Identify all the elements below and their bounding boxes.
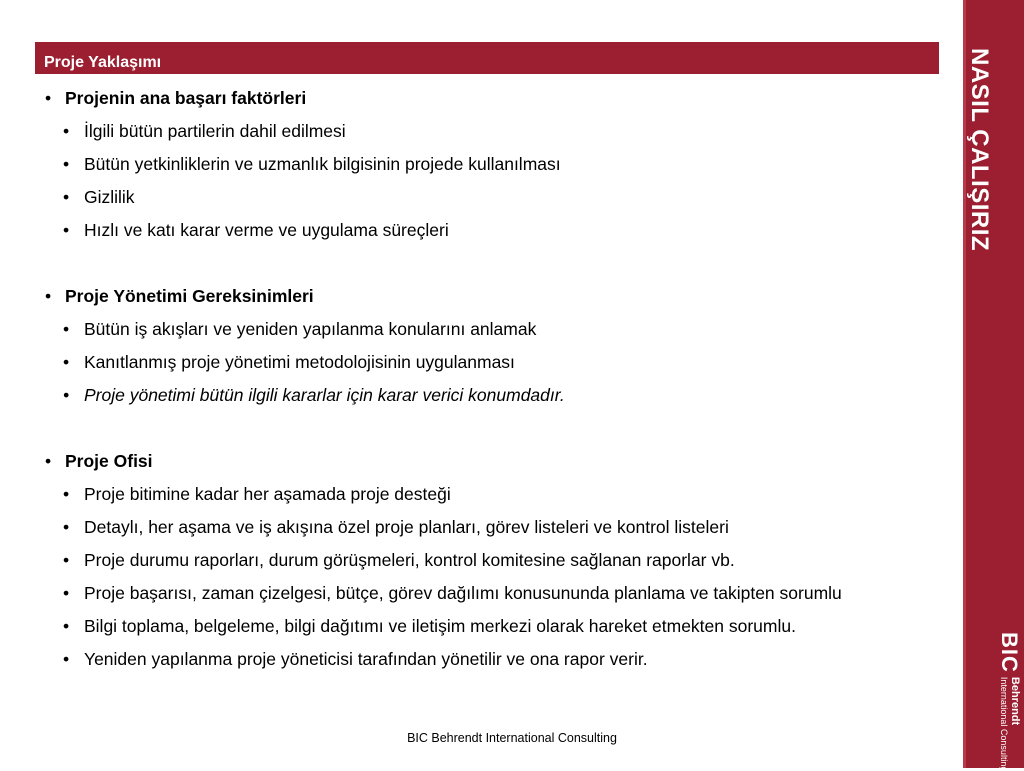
header-bar xyxy=(35,42,939,74)
list-item: • Gizlilik xyxy=(45,185,945,209)
bic-logo xyxy=(998,632,1020,771)
list-item: • Bütün yetkinliklerin ve uzmanlık bilgisinin projede kullanılması xyxy=(45,152,945,176)
list-item: • Proje yönetimi bütün ilgili kararlar için karar verici konumdadır. xyxy=(45,383,945,407)
list-item: • Kanıtlanmış proje yönetimi metodolojisinin uygulanması xyxy=(45,350,945,374)
list-item: • İlgili bütün partilerin dahil edilmesi xyxy=(45,119,945,143)
list-item: • Proje bitimine kadar her aşamada proje desteği xyxy=(45,482,945,506)
list-item: • Proje başarısı, zaman çizelgesi, bütçe, görev dağılımı konusununda planlama ve takipten sorumlu xyxy=(45,581,945,605)
logo-subtitle: International Consulting xyxy=(999,676,1009,771)
list-item: • Yeniden yapılanma proje yöneticisi tarafından yönetilir ve ona rapor verir. xyxy=(45,647,945,671)
list-item: • Detaylı, her aşama ve iş akışına özel proje planları, görev listeleri ve kontrol listeleri xyxy=(45,515,945,539)
list-item: • Bütün iş akışları ve yeniden yapılanma konularını anlamak xyxy=(45,317,945,341)
section-heading: • Proje Yönetimi Gereksinimleri xyxy=(45,284,945,308)
logo-text xyxy=(999,677,1020,771)
logo-mark: BIC xyxy=(997,632,1022,673)
section-heading: • Projenin ana başarı faktörleri xyxy=(45,86,945,110)
section-heading: • Proje Ofisi xyxy=(45,449,945,473)
slide-content xyxy=(45,86,945,680)
list-item: • Proje durumu raporları, durum görüşmeleri, kontrol komitesine sağlanan raporlar vb. xyxy=(45,548,945,572)
logo-name: Behrendt xyxy=(1009,676,1021,726)
side-title: NASIL ÇALIŞIRIZ xyxy=(966,48,993,252)
footer-text: BIC Behrendt International Consulting xyxy=(407,731,617,745)
section-spacer xyxy=(45,251,945,284)
list-item: • Hızlı ve katı karar verme ve uygulama süreçleri xyxy=(45,218,945,242)
list-item: • Bilgi toplama, belgeleme, bilgi dağıtımı ve iletişim merkezi olarak hareket etmekten sorumlu. xyxy=(45,614,945,638)
page-title: Proje Yaklaşımı xyxy=(44,54,162,71)
section-spacer xyxy=(45,416,945,449)
